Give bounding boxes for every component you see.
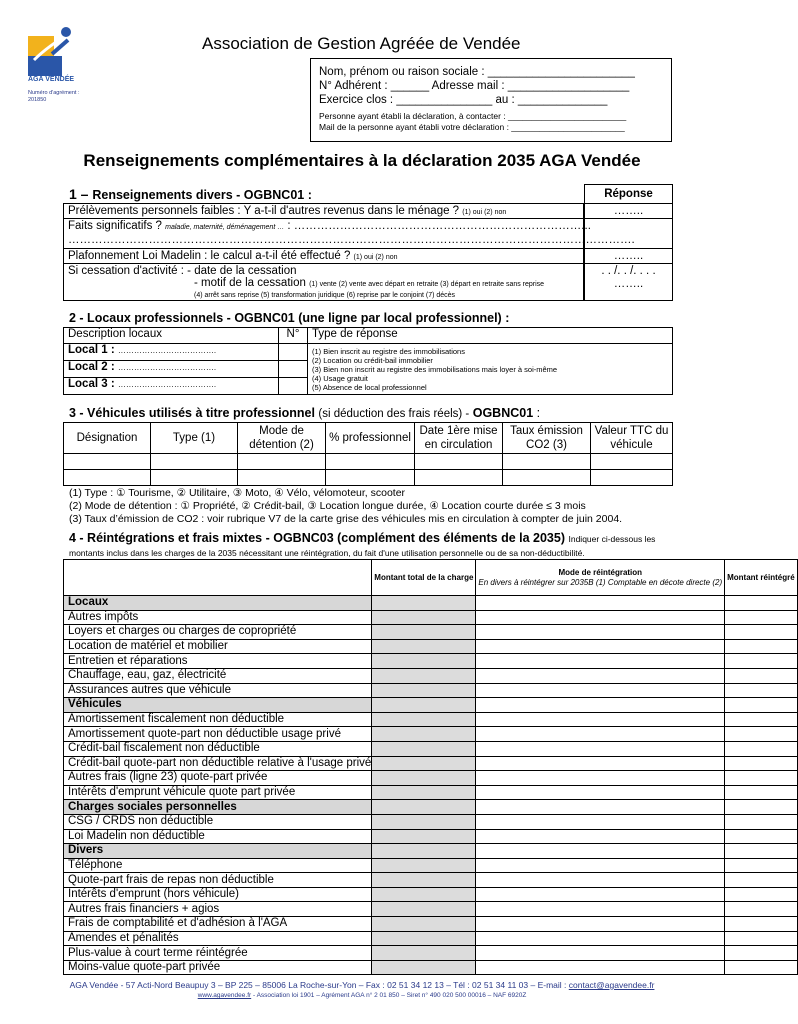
identity-adherent-field[interactable]: N° Adhérent : ______ Adresse mail : ___________________ — [319, 80, 630, 92]
s1-row-madelin: Plafonnement Loi Madelin : le calcul a-t-il été effectué ? (1) oui (2) non — [64, 249, 583, 264]
reint-mode-cell[interactable] — [476, 814, 725, 829]
reint-col-mode: Mode de réintégration En divers à réintégrer sur 2035B (1) Comptable en décote directe (2) — [476, 560, 725, 596]
reint-col-label — [64, 560, 372, 596]
reint-reintegre-cell[interactable] — [725, 756, 798, 771]
reint-row — [64, 829, 798, 844]
local-2-row[interactable]: Local 2 : ………………………………. — [64, 361, 279, 378]
reint-row-label: Crédit-bail quote-part non déductible relative à l'usage privé — [64, 756, 372, 771]
reint-mode-cell[interactable] — [476, 639, 725, 654]
reint-row-label: Téléphone — [64, 858, 372, 873]
reint-montant-cell[interactable] — [372, 625, 476, 640]
reint-mode-cell[interactable] — [476, 698, 725, 713]
veh-cell[interactable] — [64, 470, 151, 486]
reint-row-label: Intérêts d'emprunt (hors véhicule) — [64, 887, 372, 902]
reint-row-label: Amortissement fiscalement non déductible — [64, 712, 372, 727]
reint-reintegre-cell[interactable] — [725, 785, 798, 800]
veh-cell[interactable] — [238, 454, 326, 470]
reint-reintegre-cell[interactable] — [725, 727, 798, 742]
reint-mode-cell[interactable] — [476, 858, 725, 873]
veh-col-detention: Mode de détention (2) — [238, 423, 326, 454]
identity-exercice-field[interactable]: Exercice clos : _______________ au : ______________ — [319, 94, 608, 106]
reint-row-label: CSG / CRDS non déductible — [64, 814, 372, 829]
reint-row-label: Location de matériel et mobilier — [64, 639, 372, 654]
reint-category-row — [64, 844, 798, 859]
resp-prelevements[interactable]: …….. — [585, 204, 672, 219]
reint-reintegre-cell[interactable] — [725, 683, 798, 698]
reint-row — [64, 712, 798, 727]
veh-cell[interactable] — [591, 470, 673, 486]
reint-row — [64, 668, 798, 683]
reint-row — [64, 639, 798, 654]
reint-montant-cell[interactable] — [372, 712, 476, 727]
response-header: Réponse — [585, 185, 672, 204]
veh-cell[interactable] — [503, 454, 591, 470]
reint-row-label: Autres impôts — [64, 610, 372, 625]
resp-date-cessation[interactable]: . . /. . /. . . . — [601, 265, 656, 277]
veh-cell[interactable] — [415, 470, 503, 486]
reint-montant-cell[interactable] — [372, 946, 476, 961]
reint-reintegre-cell[interactable] — [725, 814, 798, 829]
reint-reintegre-cell[interactable] — [725, 625, 798, 640]
section1-title: 1 – Renseignements divers - OGBNC01 : — [69, 186, 312, 202]
reint-row — [64, 771, 798, 786]
reint-mode-cell[interactable] — [476, 610, 725, 625]
local-3-num[interactable] — [279, 378, 308, 395]
reint-reintegre-cell[interactable] — [725, 829, 798, 844]
locaux-col-type: Type de réponse — [308, 328, 673, 344]
veh-cell[interactable] — [238, 470, 326, 486]
veh-cell[interactable] — [503, 470, 591, 486]
section2-title: 2 - Locaux professionnels - OGBNC01 (une ligne par local professionnel) : — [69, 311, 510, 325]
local-3-row[interactable]: Local 3 : ………………………………. — [64, 378, 279, 395]
reint-row-label: Amortissement quote-part non déductible usage privé — [64, 727, 372, 742]
reint-montant-cell[interactable] — [372, 887, 476, 902]
reint-reintegre-cell[interactable] — [725, 668, 798, 683]
veh-cell[interactable] — [151, 470, 238, 486]
reint-row-label: Autres frais financiers + agios — [64, 902, 372, 917]
reint-col-montant: Montant total de la charge — [372, 560, 476, 596]
reint-mode-cell[interactable] — [476, 668, 725, 683]
reint-mode-cell[interactable] — [476, 844, 725, 859]
veh-col-designation: Désignation — [64, 423, 151, 454]
reint-row-label: Intérêts d'emprunt véhicule quote part privée — [64, 785, 372, 800]
section3-title: 3 - Véhicules utilisés à titre professionnel (si déduction des frais réels) - OGBNC01 : — [69, 406, 541, 420]
reint-row-label: Amendes et pénalités — [64, 931, 372, 946]
s1-row-faits-cont[interactable]: …………………………………………………………………………………………………………………………………. — [64, 233, 583, 249]
vehicules-notes: (1) Type : ① Tourisme, ② Utilitaire, ③ Moto, ④ Vélo, vélomoteur, scooter (2) Mode de détention : ① Propriété, ② Crédit-bail, ③ Location longue durée, ④ Location courte durée ≤ 3 mois (3) Taux d’émission de CO2 : voir rubrique V7 de la carte grise des véhicules mis en circulation à compter de juin 2004. — [69, 487, 623, 525]
reint-reintegre-cell[interactable] — [725, 887, 798, 902]
reint-mode-cell[interactable] — [476, 931, 725, 946]
reint-mode-cell[interactable] — [476, 596, 725, 611]
reint-montant-cell[interactable] — [372, 683, 476, 698]
resp-madelin[interactable]: …….. — [585, 249, 672, 264]
reint-montant-cell[interactable] — [372, 727, 476, 742]
reint-row — [64, 887, 798, 902]
aga-logo — [28, 26, 76, 88]
reint-row-label: Assurances autres que véhicule — [64, 683, 372, 698]
resp-faits — [585, 219, 672, 249]
agrement-label: Numéro d'agrément : 201850 — [28, 90, 80, 103]
section1-response-col — [584, 184, 673, 301]
reint-reintegre-cell[interactable] — [725, 931, 798, 946]
reint-row — [64, 625, 798, 640]
reint-montant-cell[interactable] — [372, 829, 476, 844]
reint-mode-cell[interactable] — [476, 654, 725, 669]
veh-cell[interactable] — [591, 454, 673, 470]
footer-email-link[interactable]: contact@agavendee.fr — [568, 980, 655, 990]
reint-montant-cell[interactable] — [372, 639, 476, 654]
veh-cell[interactable] — [151, 454, 238, 470]
reint-reintegre-cell[interactable] — [725, 917, 798, 932]
reint-row — [64, 873, 798, 888]
reint-montant-cell[interactable] — [372, 756, 476, 771]
footer-legal: www.agavendee.fr - Association loi 1901 – Agrément AGA n° 2 01 850 – Siret n° 490 020 500 00016 – NAF 6920Z — [197, 992, 527, 999]
locaux-table — [63, 327, 673, 395]
reint-row-label: Chauffage, eau, gaz, électricité — [64, 668, 372, 683]
reint-row — [64, 946, 798, 961]
reint-category-row — [64, 698, 798, 713]
reint-montant-cell[interactable] — [372, 858, 476, 873]
reint-montant-cell[interactable] — [372, 654, 476, 669]
reint-row — [64, 917, 798, 932]
identity-box — [310, 58, 672, 142]
section4-title: 4 - Réintégrations et frais mixtes - OGBNC03 (complément des éléments de la 2035) Indiquer ci-dessous les montants inclus dans les charges de la 2035 nécessitant une réintégration, du fait d'une utilisation personnelle ou de sa non-déductibilité. — [69, 531, 656, 558]
reint-montant-cell[interactable] — [372, 698, 476, 713]
reint-row — [64, 756, 798, 771]
reint-reintegre-cell[interactable] — [725, 698, 798, 713]
association-name: Association de Gestion Agréée de Vendée — [202, 34, 521, 53]
reint-row-label: Entretien et réparations — [64, 654, 372, 669]
reint-montant-cell[interactable] — [372, 814, 476, 829]
reint-category-label: Divers — [64, 844, 372, 859]
veh-col-pct: % professionnel — [326, 423, 415, 454]
reint-montant-cell[interactable] — [372, 785, 476, 800]
local-1-num[interactable] — [279, 344, 308, 361]
reint-mode-cell[interactable] — [476, 902, 725, 917]
reint-reintegre-cell[interactable] — [725, 873, 798, 888]
reint-reintegre-cell[interactable] — [725, 596, 798, 611]
reint-mode-cell[interactable] — [476, 946, 725, 961]
reint-montant-cell[interactable] — [372, 844, 476, 859]
reint-category-label: Charges sociales personnelles — [64, 800, 372, 815]
reint-montant-cell[interactable] — [372, 931, 476, 946]
identity-name-field[interactable]: Nom, prénom ou raison sociale : _______________________ — [319, 66, 635, 78]
footer-address: AGA Vendée - 57 Acti-Nord Beaupuy 3 – BP 225 – 85006 La Roche-sur-Yon – Fax : 02 51 34 12 13 – Tél : 02 51 34 11 03 – E-mail : contact@agavendee.fr — [69, 980, 655, 990]
reint-montant-cell[interactable] — [372, 960, 476, 975]
identity-mail-field[interactable]: Mail de la personne ayant établi votre déclaration : ________________________ — [319, 122, 625, 132]
reint-reintegre-cell[interactable] — [725, 844, 798, 859]
reint-reintegre-cell[interactable] — [725, 610, 798, 625]
reint-reintegre-cell[interactable] — [725, 712, 798, 727]
reint-category-row — [64, 596, 798, 611]
reint-mode-cell[interactable] — [476, 887, 725, 902]
reintegrations-table — [63, 559, 798, 975]
reint-montant-cell[interactable] — [372, 668, 476, 683]
section1-box — [63, 203, 635, 301]
locaux-col-description: Description locaux — [64, 328, 279, 344]
reint-row-label: Crédit-bail fiscalement non déductible — [64, 741, 372, 756]
veh-col-date: Date 1ère mise en circulation — [415, 423, 503, 454]
reint-mode-cell[interactable] — [476, 727, 725, 742]
reint-montant-cell[interactable] — [372, 741, 476, 756]
reint-reintegre-cell[interactable] — [725, 639, 798, 654]
reint-row — [64, 727, 798, 742]
reint-reintegre-cell[interactable] — [725, 741, 798, 756]
reint-row — [64, 741, 798, 756]
reint-reintegre-cell[interactable] — [725, 800, 798, 815]
reint-reintegre-cell[interactable] — [725, 902, 798, 917]
reint-mode-cell[interactable] — [476, 625, 725, 640]
s1-row-faits[interactable]: Faits significatifs ? maladie, maternité, déménagement … : …………………………………………………………………... — [68, 220, 591, 232]
identity-contact-field[interactable]: Personne ayant établi la déclaration, à contacter : _________________________ — [319, 111, 627, 121]
logo-text: AGA VENDÉE — [28, 76, 75, 83]
reint-row — [64, 610, 798, 625]
veh-cell[interactable] — [415, 454, 503, 470]
page-title: Renseignements complémentaires à la déclaration 2035 AGA Vendée — [83, 151, 641, 170]
reint-row — [64, 785, 798, 800]
resp-motif[interactable]: …….. — [613, 278, 644, 290]
reint-row-label: Loi Madelin non déductible — [64, 829, 372, 844]
reint-reintegre-cell[interactable] — [725, 654, 798, 669]
reint-montant-cell[interactable] — [372, 800, 476, 815]
reint-mode-cell[interactable] — [476, 785, 725, 800]
reint-montant-cell[interactable] — [372, 873, 476, 888]
reint-col-reintegre: Montant réintégré — [725, 560, 798, 596]
reint-mode-cell[interactable] — [476, 741, 725, 756]
reint-mode-cell[interactable] — [476, 771, 725, 786]
s1-row-motif2: (4) arrêt sans reprise (5) transformation juridique (6) reprise par le conjoint (7) décès — [194, 292, 456, 299]
reint-montant-cell[interactable] — [372, 610, 476, 625]
reint-row-label: Moins-value quote-part privée — [64, 960, 372, 975]
reint-mode-cell[interactable] — [476, 683, 725, 698]
reint-row — [64, 902, 798, 917]
veh-col-valeur: Valeur TTC du véhicule — [591, 423, 673, 454]
reint-montant-cell[interactable] — [372, 902, 476, 917]
footer-web-link[interactable]: www.agavendee.fr — [197, 992, 252, 999]
reint-reintegre-cell[interactable] — [725, 960, 798, 975]
reint-row — [64, 960, 798, 975]
reint-category-row — [64, 800, 798, 815]
reint-row — [64, 654, 798, 669]
reint-mode-cell[interactable] — [476, 800, 725, 815]
veh-col-co2: Taux émission CO2 (3) — [503, 423, 591, 454]
s1-row-motif: - motif de la cessation (1) vente (2) vente avec départ en retraite (3) départ en retraite sans reprise — [194, 277, 545, 289]
reint-row — [64, 683, 798, 698]
reint-row-label: Quote-part frais de repas non déductible — [64, 873, 372, 888]
reint-montant-cell[interactable] — [372, 771, 476, 786]
reint-mode-cell[interactable] — [476, 960, 725, 975]
reint-row-label: Frais de comptabilité et d'adhésion à l'AGA — [64, 917, 372, 932]
reint-row — [64, 814, 798, 829]
reint-montant-cell[interactable] — [372, 596, 476, 611]
s1-row-cessation: Si cessation d'activité : - date de la cessation — [68, 265, 297, 277]
reint-row — [64, 858, 798, 873]
reint-mode-cell[interactable] — [476, 712, 725, 727]
reint-montant-cell[interactable] — [372, 917, 476, 932]
reint-row-label: Plus-value à court terme réintégrée — [64, 946, 372, 961]
local-1-row[interactable]: Local 1 : ………………………………. — [64, 344, 279, 361]
reint-reintegre-cell[interactable] — [725, 771, 798, 786]
vehicules-table — [63, 422, 673, 486]
local-2-num[interactable] — [279, 361, 308, 378]
reint-mode-cell[interactable] — [476, 829, 725, 844]
reint-category-label: Véhicules — [64, 698, 372, 713]
veh-cell[interactable] — [326, 470, 415, 486]
veh-col-type: Type (1) — [151, 423, 238, 454]
reint-mode-cell[interactable] — [476, 917, 725, 932]
type-reponse-list: (1) Bien inscrit au registre des immobilisations (2) Location ou crédit-bail immobilier (3) Bien non inscrit au registre des immobilisations mais loyer à soi-même (4) Usage gratuit (5) Absence de local professionnel — [308, 344, 673, 395]
veh-cell[interactable] — [326, 454, 415, 470]
reint-row-label: Autres frais (ligne 23) quote-part privée — [64, 771, 372, 786]
reint-category-label: Locaux — [64, 596, 372, 611]
locaux-col-num: N° — [279, 328, 308, 344]
s1-row-prelevements: Prélèvements personnels faibles : Y a-t-il d'autres revenus dans le ménage ? (1) oui (2) non — [64, 204, 583, 219]
reint-reintegre-cell[interactable] — [725, 946, 798, 961]
veh-cell[interactable] — [64, 454, 151, 470]
reint-mode-cell[interactable] — [476, 873, 725, 888]
reint-mode-cell[interactable] — [476, 756, 725, 771]
reint-row-label: Loyers et charges ou charges de copropriété — [64, 625, 372, 640]
reint-row — [64, 931, 798, 946]
reint-reintegre-cell[interactable] — [725, 858, 798, 873]
